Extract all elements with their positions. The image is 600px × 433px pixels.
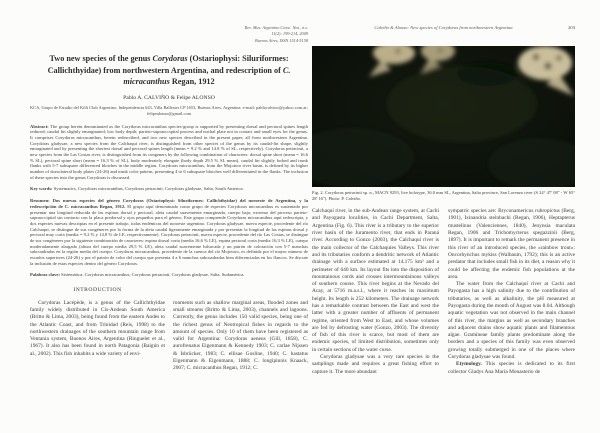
palabras-clave-label: Palabras clave: — [30, 272, 60, 278]
palabras-clave-paragraph — [30, 272, 308, 278]
journal-reference-line: 11(2): 199-214, 2009 — [271, 31, 308, 37]
body-paragraph: Calchaquí river, in the sub-Andean range system, at Cachi and Payogasta localities, in Cachi Department, Salta, Argentina (Fig. 6). This river is a tributary to the superior river basin of the Juramento river, that ends in Paraná river. According to Gonzo (2003), the Calchaquí river is the main collector of the Calchaquíes Valleys. This river and its tributaries conform a dendritic network of Atlantic drainage with a surface estimated at 14.175 km² and a perimeter of 640 km. Its layout fits into the disposition of mountainous cords and crosses intermountainous valleys of southern course. This river begins at the Nevado del Acay, at 5716 m.a.s.l., where it reaches its maximum height. Its length is 252 kilometers. The drainage network has a remarkable contrast between the East and west the latter with a greater number of affluents of permanent regime, oriented from West to East, and whose volumes are fed by defrosting water (Gonzo, 2003). The diversity of fish of this river is scarce, but most of them are endemic species, of limited distribution, sometimes only in certain sections of the water curse. — [312, 208, 439, 353]
introduction-heading-spacer — [173, 287, 308, 295]
journal-reference-line: Buenos Aires, ISSN 1514-5158 — [255, 37, 308, 43]
fish-mottle — [438, 48, 442, 52]
keywords-paragraph — [30, 186, 308, 192]
keywords-text: Systematics, Corydoras micracanthus, Corydoras petracinii, Corydoras gladysae, Salta, South America. — [53, 186, 244, 192]
figure-photo-corydoras-petracinii — [312, 46, 575, 187]
introduction-columns — [30, 285, 308, 373]
introduction-text-col1: Corydoras Lacépède, is a genus of the Callichthyidae family widely distributed in Cis-Andean South America (Britto & Lima, 2003), being found from the eastern Andes to the Atlantic Coast, and from Trinidad (Reis, 1998) to the northwestern drainages of the southern mountain range from Ventania system, Buenos Aires, Argentina (Ringuelet et al., 1967). It also has been found in north Patagonia (Baigún et al., 2002). This fish inhabits a wide variety of envi- — [30, 299, 165, 357]
body-column-2 — [448, 208, 575, 376]
article-title — [30, 53, 308, 87]
title-segment: Regan, 1912 — [171, 76, 215, 86]
journal-reference-line: Rev. Mus. Argentino Cienc. Nat., n.s. — [244, 25, 308, 30]
resumen-paragraph — [30, 198, 308, 266]
keywords-label: Key words: — [30, 186, 53, 192]
title-segment: Two new species of the genus — [49, 54, 151, 64]
running-head-text: Calviño & Alonso: New species of Corydoras from northwestern Argentina — [374, 25, 513, 30]
etymology-label: Etymology. — [456, 361, 482, 368]
fish-mottle — [396, 49, 401, 54]
figure-caption: Fig. 2. Corydoras petracinii sp. n., MACN 9293, live holotype, 36.0 mm SL, Argentina, Salta province, San Lorenzo river (S 24° 47' 08" - W 65° 28' 16"). Photo: P. Calviño. — [312, 190, 575, 202]
affiliation: KCA, Grupo de Estudio del Killi Club Argentino, Independencia 643, Villa Ballester CP 1653, Buenos Aires, Argentina. e-mail: pablocalvino@yahoo.com.ar; felipealonso@gmail.com — [30, 105, 308, 117]
palabras-clave-text: Sistemática, Corydoras micracanthus, Corydoras petracinii, Corydoras gladysae, Salta, Sudamérica. — [61, 272, 245, 278]
body-column-1 — [312, 208, 439, 376]
authors-line: Pablo A. CALVIÑO & Felipe ALONSO — [123, 95, 215, 102]
fish-mottle — [533, 54, 539, 60]
body-columns — [312, 208, 575, 376]
body-paragraph: sympatric species are: Bryconamericus rubropictus (Berg, 1901), Ixinandria steinbachi (Regan, 1906), Heptapterus mustelinus (Valenciennes, 1840), Jenynsia maculata Regan, 1906 and Trichomycterus spegazzinii (Berg, 1897). It is important to remark the permanent presence in this river of an introduced species, the «rainbow trout»: Oncorhynchus mykiss (Walbaum, 1792); this is an active predator that includes small fish in its diet, a reason why it could be affecting the endemic fish populations at the area. — [448, 208, 575, 280]
body-paragraph: The water from the Calchaquí river at Cachi and Payogasta has a high salinity due to the contribution of tributaries, as well as alkalinity, the pH measured at Payogasta during the month of August was 8.04. Although aquatic vegetation was not observed in the main channel of this river, the margins as well as secondary branches and adjacent drains show aquatic plants and filamentous algae. Gramineae family plants predominate along the borders and a species of this family was even observed growing totally submerged in one of the places where Corydoras gladysae was found. — [448, 281, 575, 361]
introduction-column-2 — [173, 285, 308, 373]
resumen-text: El grupo aquí denominado como grupo de especies Corydoras micracanthus es sustentado por presentar una longitud reducida de las espinas dorsal y pectoral, aleta caudal suavemente emarginada, cuerpo bajo, extremo del proceso parieto-supraoccipital sin contacto con la placa predorsal y ojos pequeños para el género. Este grupo comprende Corydoras micracanthus aquí redescripta, y dos especies nuevas descriptas en el presente trabajo, todas endémicas del noroeste argentino. Corydoras gladysae, nueva especie, procedente del río Calchaquí, se distingue de sus congéneres por la forma de la aleta caudal ligeramente emarginada y por presentar la longitud de las espinas dorsal y pectoral muy corta (media = 9,2 % y 14,8 % de LE, respectivamente). Corydoras petracinii, nueva especie, procedente del río Las Costas, se distingue de sus congéneres por la siguiente combinación de caracteres: espina dorsal corta (media 16,6 % LE), espina pectoral corta (media 16,3 % LE), cuerpo moderadamente alargado (altura del cuerpo media 29,5 % LE), aleta caudal suavemente bifurcada y un patrón de coloración con 5-7 manchas subcuadradas en la región media del cuerpo. Corydoras micracanthus, procedente de la cuenca del río Mojotoro, es definida por el mayor número de escudos superiores (24-26) y por el patrón de color del cuerpo que presenta 4 a 6 manchas subcuadradas bien diferenciadas en los flancos. Se discute la inclusión de estas especies dentro del género Corydoras. — [30, 203, 308, 266]
journal-page-right — [312, 25, 575, 376]
journal-page-left — [30, 25, 308, 373]
fish-shape — [518, 46, 572, 80]
etymology-text: This species is dedicated to its first collector Gladys Ana María Monasterio de — [448, 361, 575, 375]
title-genus-italic: Corydoras — [152, 54, 188, 64]
introduction-text-col2: ronments such as shallow marginal areas, flooded zones and small streams (Britto & Lima, 2003), channels and lagoons. Currently, the genus includes 150 valid species, being one of the richest genus of Neotropical fishes in regards to the amount of species. Only 10 of them have been registered as valid for Argentina: Corydoras aeneus (Gill, 1858), C. aurofrenatus Eigenmann & Kennedy 1903; C. carlae Nijssen & Isbrücker, 1983; C. ellisae Gosline, 1940; C. hastatus Eigenmann & Eigenmann, 1888; C. longipinnis Knaack, 2007; C. micracanthus Regan, 1912; C. — [173, 299, 308, 372]
body-paragraph: Corydoras gladysae was a very rare species in the samplings made and requires a great fishing effort to capture it. The more abundant — [312, 354, 439, 375]
abstract-text: The group herein denominated as the Corydoras micracanthus species-group is supported by presenting dorsal and pectoral spines length reduced; caudal fin slightly emarginated; low body depth; parieto-supraoccipital process and nuchal plate not in contact and small eyes for the genus. It comprises Corydoras micracanthus, herein redescribed, and two new species described in the present paper, all from northwestern Argentina. Corydoras gladysae, a new species from the Calchaquí river, is distinguished from other species of the genus by its caudal-fin shape, slightly emarginated and by presenting the shortest dorsal and pectoral spines length (mean = 9.2 % and 14.8 % of SL, respectively). Corydoras petracinii, a new species from the Las Costas river, is distinguished from its congeners by the following combination of characters: dorsal spine short (mean = 16.6 % SL), pectoral spine short (mean = 16.3 % of SL), body moderately elongate (body depth 29.5 % SL mean), caudal fin slightly forked and trunk flanks with 5-7 subsquare differenced blotches in the middle region. Corydoras micracanthus, from the Mojotoro river basin, is defined by its higher number of dorsolateral body plates (24-26) and trunk color pattern, presenting 4 to 6 subsquare blotches well differentiated in the flanks. The inclusion of these species into the genus Corydoras is discussed. — [30, 123, 308, 180]
resumen-label: Resumen: Dos nuevas especies del género Corydoras (Ostariophysi: Siluriformes: Callichthyidae) del noroeste de Argentina, y la redescripción de C. micracanthus Regan, 1912. — [30, 198, 308, 209]
photo-dark-patch — [457, 62, 517, 86]
abstract-label: Abstract: — [30, 123, 49, 129]
introduction-heading: INTRODUCTION — [73, 287, 122, 294]
title-species-italic: C. micracanthus — [123, 65, 291, 86]
title-segment: (Ostariophysi: Siluriformes: Callichthyidae) from northwestern Argentina, and redescription of — [47, 54, 289, 75]
introduction-column-1 — [30, 285, 165, 373]
fish-mottle — [544, 62, 551, 69]
page-number: 203 — [568, 25, 575, 30]
running-head — [312, 25, 575, 30]
fish-mottle — [556, 55, 562, 61]
journal-reference — [30, 25, 308, 44]
abstract-paragraph — [30, 124, 308, 181]
etymology-paragraph — [448, 361, 575, 376]
